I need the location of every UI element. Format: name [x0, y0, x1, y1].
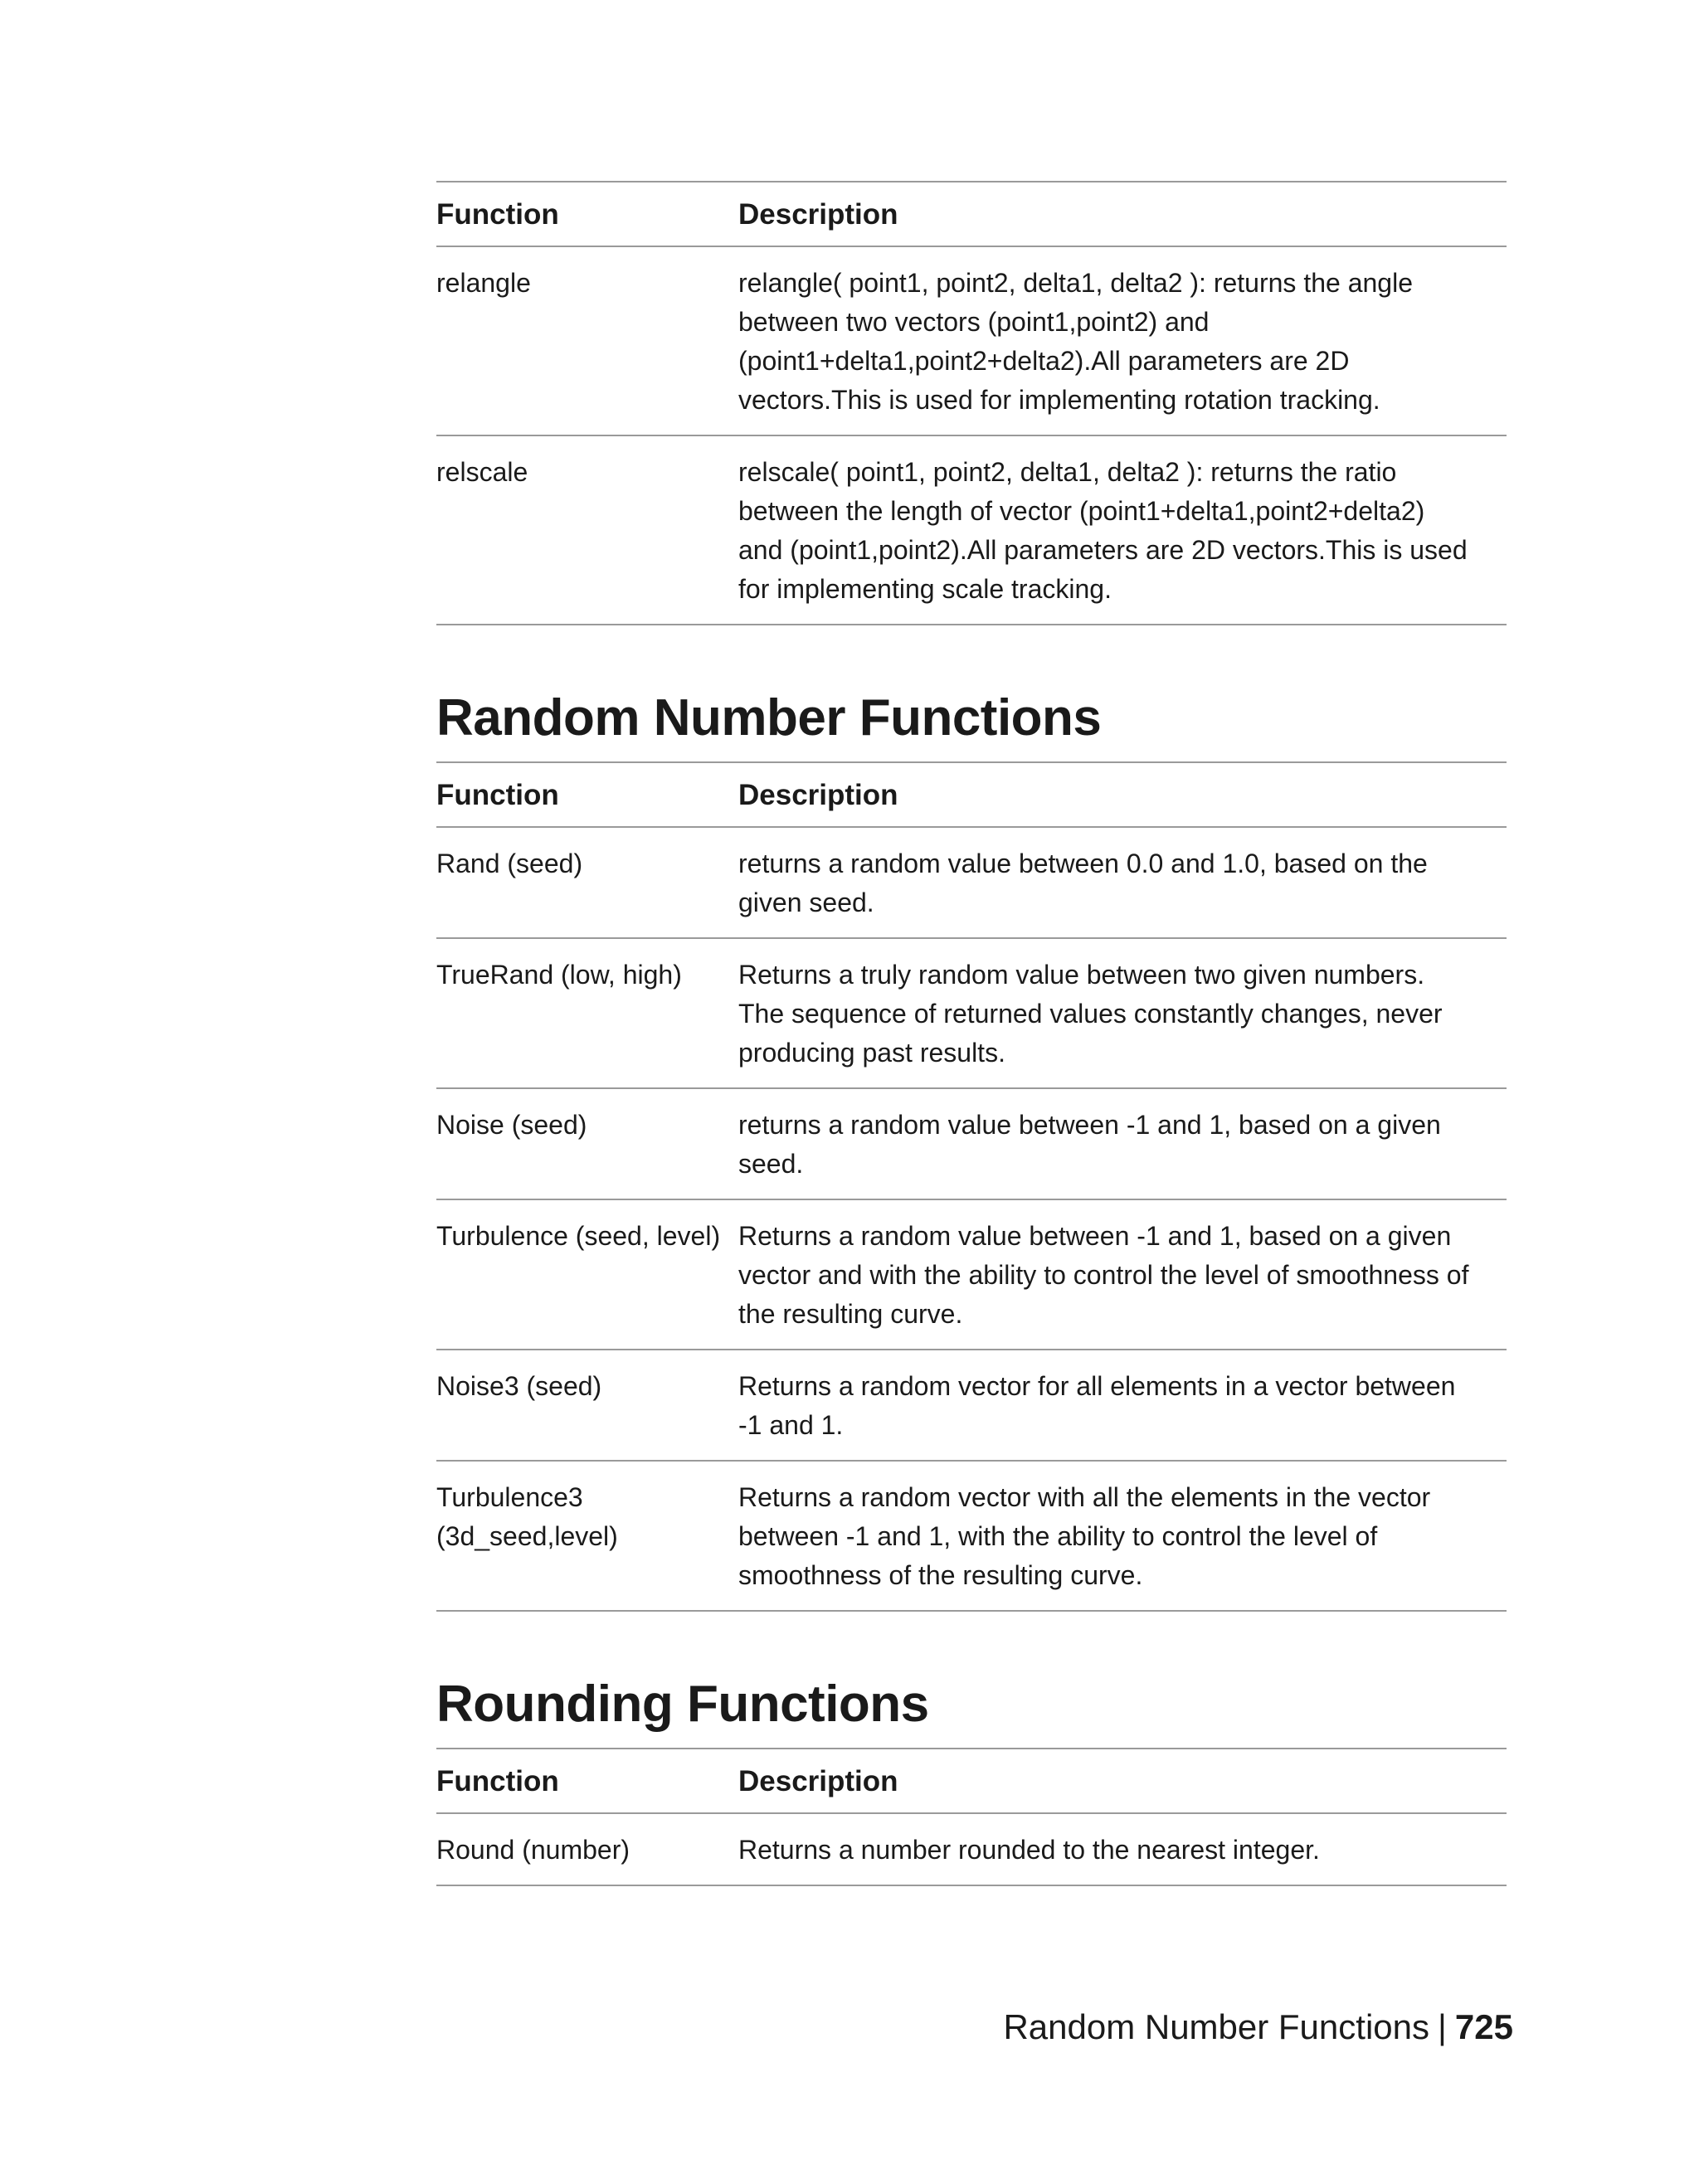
- section-heading-random-number-functions: Random Number Functions: [436, 689, 1102, 747]
- function-column-header: Function: [436, 1749, 738, 1813]
- function-description: Returns a random value between -1 and 1, based on a given vector and with the ability to control the level of smoothness of the resulting curve.: [738, 1199, 1507, 1350]
- function-name: Noise (seed): [436, 1088, 738, 1199]
- page-footer: [1003, 2006, 1513, 2049]
- function-column-header: Function: [436, 762, 738, 827]
- function-name: Turbulence3 (3d_seed,level): [436, 1461, 738, 1611]
- function-description: relangle( point1, point2, delta1, delta2 ): returns the angle between two vectors (point1,point2) and (point1+delta1,point2+delta2).All parameters are 2D vectors.This is used for implementing rotation tracking.: [738, 246, 1507, 435]
- function-description: Returns a random vector for all elements in a vector between -1 and 1.: [738, 1350, 1507, 1461]
- table-row: [436, 1461, 1507, 1611]
- table-row: [436, 827, 1507, 938]
- vector-functions-table: [436, 181, 1507, 625]
- function-description: Returns a random vector with all the elements in the vector between -1 and 1, with the ability to control the level of smoothness of the resulting curve.: [738, 1461, 1507, 1611]
- table-header-row: [436, 762, 1507, 827]
- table-header-row: [436, 182, 1507, 246]
- footer-separator: |: [1438, 2007, 1447, 2046]
- table-row: [436, 938, 1507, 1088]
- table-header-row: [436, 1749, 1507, 1813]
- function-name: relangle: [436, 246, 738, 435]
- function-column-header: Function: [436, 182, 738, 246]
- function-name: Round (number): [436, 1813, 738, 1885]
- table-row: [436, 246, 1507, 435]
- table-row: [436, 1088, 1507, 1199]
- function-name: relscale: [436, 435, 738, 625]
- page-content: [436, 181, 1507, 1886]
- function-description: relscale( point1, point2, delta1, delta2 ): returns the ratio between the length of vector (point1+delta1,point2+delta2) and (point1,point2).All parameters are 2D vectors.This is used for implementing scale tracking.: [738, 435, 1507, 625]
- description-column-header: Description: [738, 1749, 1507, 1813]
- function-name: Rand (seed): [436, 827, 738, 938]
- random-number-functions-table: [436, 761, 1507, 1612]
- table-row: [436, 1199, 1507, 1350]
- function-description: returns a random value between 0.0 and 1.0, based on the given seed.: [738, 827, 1507, 938]
- function-name: Turbulence (seed, level): [436, 1199, 738, 1350]
- function-description: returns a random value between -1 and 1, based on a given seed.: [738, 1088, 1507, 1199]
- table-row: [436, 1813, 1507, 1885]
- description-column-header: Description: [738, 182, 1507, 246]
- description-column-header: Description: [738, 762, 1507, 827]
- function-description: Returns a number rounded to the nearest integer.: [738, 1813, 1507, 1885]
- table-row: [436, 1350, 1507, 1461]
- page-number: 725: [1454, 2007, 1513, 2046]
- footer-section-title: Random Number Functions: [1003, 2007, 1429, 2046]
- function-name: TrueRand (low, high): [436, 938, 738, 1088]
- table-row: [436, 435, 1507, 625]
- section-heading-rounding-functions: Rounding Functions: [436, 1676, 929, 1733]
- function-description: Returns a truly random value between two given numbers. The sequence of returned values constantly changes, never producing past results.: [738, 938, 1507, 1088]
- function-name: Noise3 (seed): [436, 1350, 738, 1461]
- rounding-functions-table: [436, 1748, 1507, 1886]
